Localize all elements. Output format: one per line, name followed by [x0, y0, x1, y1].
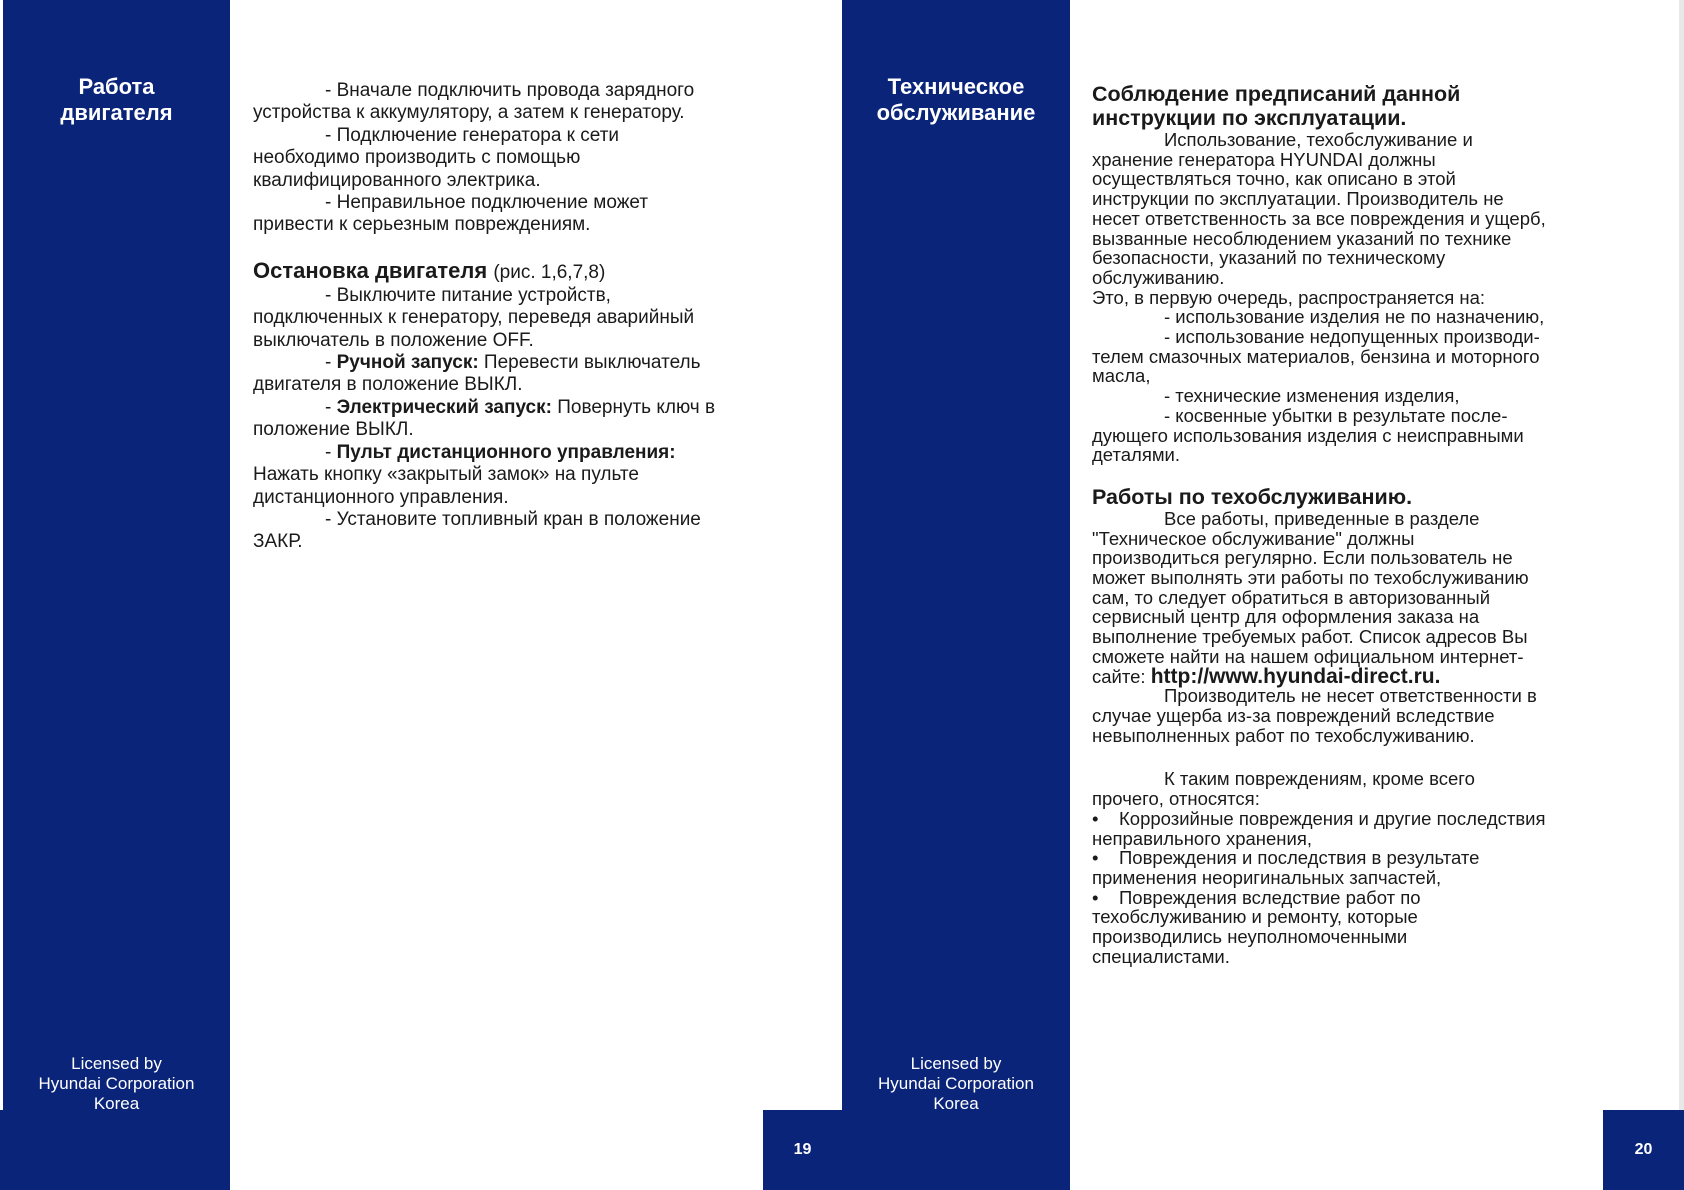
right-sidebar [842, 0, 1070, 1190]
left-sidebar [3, 0, 230, 1190]
stop-step-1: - Выключите питание устройств, подключенных к генератору, переведя аварийный выключатель в положение OFF. [253, 284, 695, 351]
stop-step-manual: - Ручной запуск: Перевести выключатель двигателя в положение ВЫКЛ. [253, 352, 701, 396]
compliance-heading: Соблюдение предписаний данной инструкции по эксплуатации. [1092, 82, 1461, 130]
damages-intro: К таким повреждениям, кроме всего прочего, относятся: [1092, 768, 1475, 810]
right-page-edge [1679, 0, 1684, 1110]
maintenance-body: Все работы, приведенные в разделе "Техническое обслуживание" должны производиться регулярно. Если пользователь не может выполнять эти работы по техобслуживанию сам, то следует обратиться в авторизованный сервисный центр для оформления заказа на выполнение требуемых работ. Список адресов Вы сможете найти на нашем официальном интернет- сайте: http://www.hyundai-direct.ru. Производитель не несет ответственности в случае ущерба из-за повреждений вследствие невыполненных работ по техобслуживанию. [1092, 507, 1537, 746]
intro-paragraph-3: - Неправильное подключение может привести к серьезным повреждениям. [253, 192, 649, 236]
stop-engine-heading: Остановка двигателя (рис. 1,6,7,8) [253, 257, 606, 283]
left-bottom-strip [0, 1110, 3, 1190]
left-license-text: Licensed by Hyundai Corporation Korea [38, 1054, 195, 1113]
damage-bullet-2: • Повреждения и последствия в результате применения неоригинальных запчастей, [1092, 847, 1480, 888]
website-link[interactable]: http://www.hyundai-direct.ru. [1150, 664, 1441, 688]
right-license-text: Licensed by Hyundai Corporation Korea [878, 1054, 1034, 1113]
intro-paragraph-2: - Подключение генератора к сети необходимо производить с помощью квалифицированного электрика. [253, 124, 620, 191]
right-page-body [1092, 82, 1612, 966]
damage-bullet-3: • Повреждения вследствие работ по техобслуживанию и ремонту, которые производились неуполномоченными специалистами. [1092, 886, 1421, 967]
intro-paragraph-1: - Вначале подключить провода зарядного устройства к аккумулятору, а затем к генератору. [253, 80, 695, 124]
left-page-body [253, 80, 773, 554]
stop-step-electric: - Электрический запуск: Повернуть ключ в положение ВЫКЛ. [253, 396, 716, 441]
compliance-body: Использование, техобслуживание и хранение генератора HYUNDAI должны осуществляться точно, как описано в этой инструкции по эксплуатации. Производитель не несет ответственность за все повреждения и ущерб, вызванные несоблюдением указаний по технике безопасности, указаний по техническому обслуживанию. Это, в первую очередь, распространяется на: - использование изделия не по назначению, - использование недопущенных производи- телем смазочных материалов, бензина и моторного масла, - технические изменения изделия, - косвенные убытки в результате после- дующего использования изделия с неисправными деталями. [1092, 129, 1546, 466]
page-number-20: 20 [1603, 1110, 1684, 1190]
maintenance-heading: Работы по техобслуживанию. [1092, 484, 1413, 509]
page-number-19: 19 [763, 1110, 842, 1190]
left-section-title: Работа двигателя [60, 74, 173, 125]
stop-step-fuel: - Установите топливный кран в положение ЗАКР. [253, 508, 701, 553]
right-section-title: Техническое обслуживание [876, 74, 1036, 125]
stop-step-remote: - Пульт дистанционного управления: Нажать кнопку «закрытый замок» на пульте дистанционного управления. [253, 441, 676, 508]
damage-bullet-1: • Коррозийные повреждения и другие последствия неправильного хранения, [1092, 807, 1546, 849]
